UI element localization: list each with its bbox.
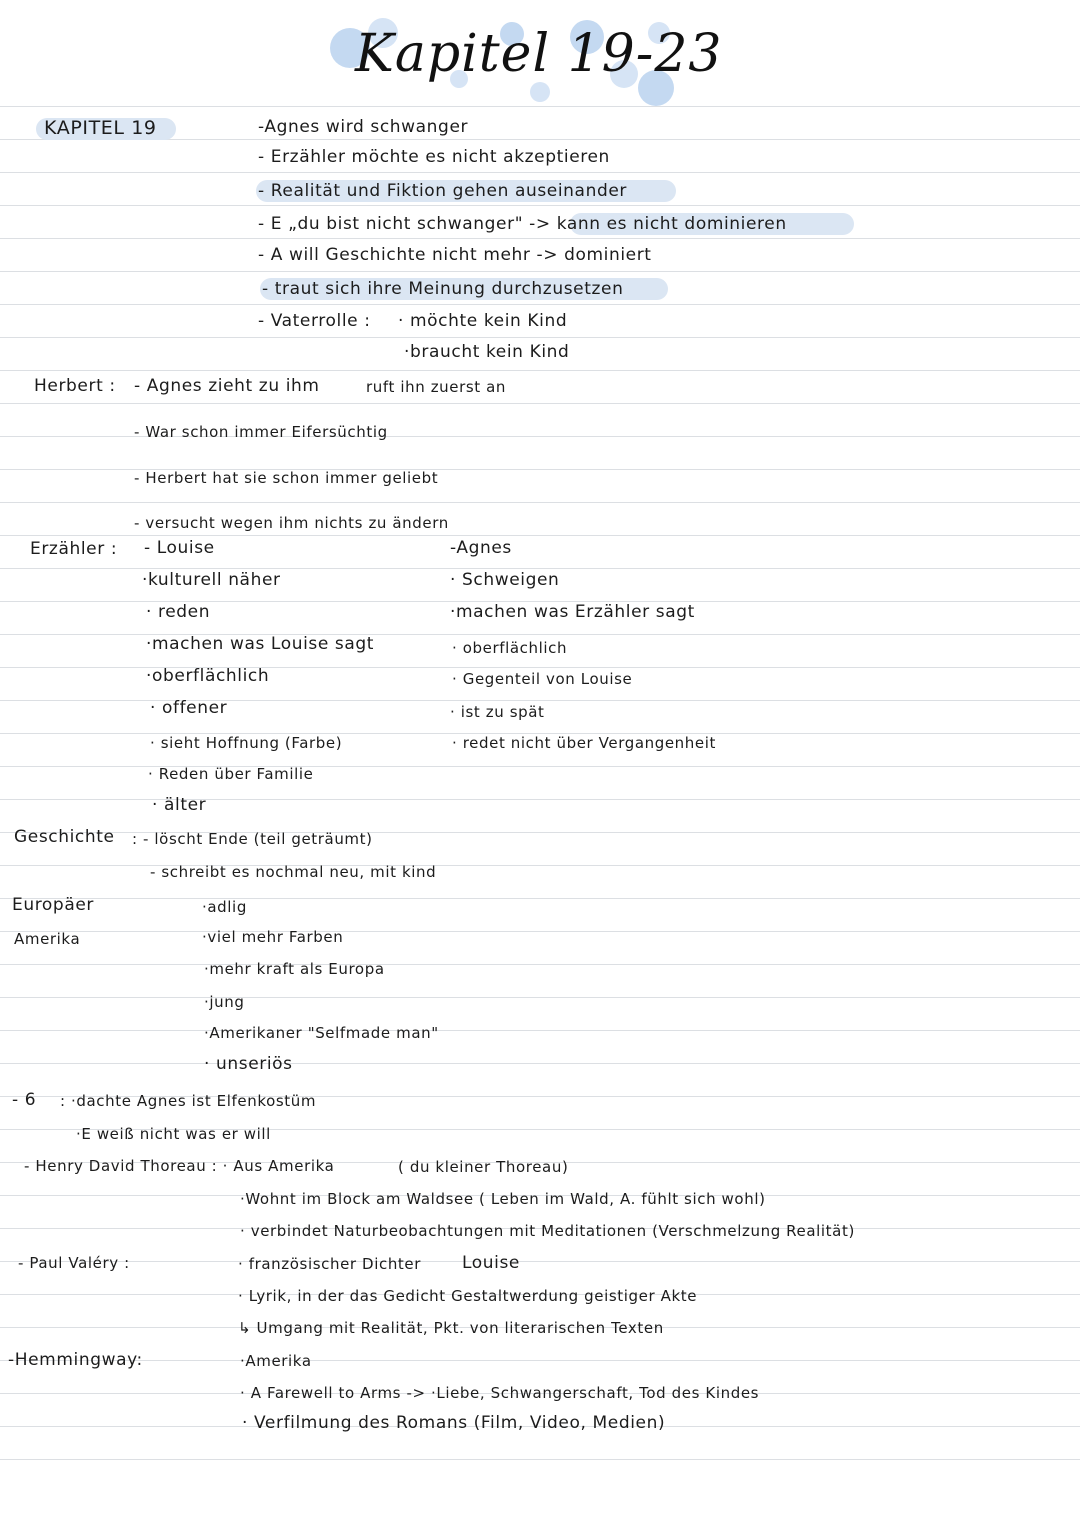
louise-heading: - Louise xyxy=(144,538,215,558)
agnes-item: · ist zu spät xyxy=(450,703,545,721)
kapitel19-line: · möchte kein Kind xyxy=(398,311,568,331)
louise-item: · Reden über Familie xyxy=(148,765,314,783)
hemingway-line: ·Amerika xyxy=(240,1352,312,1370)
louise-item: ·oberflächlich xyxy=(146,666,270,686)
herbert-line: - Agnes zieht zu ihm xyxy=(134,376,320,396)
herbert-line: ruft ihn zuerst an xyxy=(366,378,507,396)
valery-line: · Lyrik, in der das Gedicht Gestaltwerdung geistiger Akte xyxy=(238,1287,698,1305)
agnes-heading: -Agnes xyxy=(450,538,512,558)
ruled-line xyxy=(0,304,1080,305)
geschichte-line: - schreibt es nochmal neu, mit kind xyxy=(150,863,437,881)
ruled-line xyxy=(0,106,1080,107)
amerika-item: ·mehr kraft als Europa xyxy=(204,960,385,978)
bubble-decoration xyxy=(530,82,550,102)
louise-item: · sieht Hoffnung (Farbe) xyxy=(150,734,343,752)
louise-item: ·machen was Louise sagt xyxy=(146,634,375,654)
thoreau-line: ·Wohnt im Block am Waldsee ( Leben im Wald, A. fühlt sich wohl) xyxy=(240,1190,766,1208)
agnes-item: · oberflächlich xyxy=(452,639,568,657)
herbert-line: - Herbert hat sie schon immer geliebt xyxy=(134,469,439,487)
louise-item: ·kulturell näher xyxy=(142,570,281,590)
kapitel19-line: - traut sich ihre Meinung durchzusetzen xyxy=(262,279,624,299)
thoreau-line: · verbindet Naturbeobachtungen mit Meditationen (Verschmelzung Realität) xyxy=(240,1222,855,1240)
agnes-item: · redet nicht über Vergangenheit xyxy=(452,734,716,752)
amerika-item: ·jung xyxy=(204,993,245,1011)
six-line: ·E weiß nicht was er will xyxy=(76,1125,271,1143)
louise-item: · reden xyxy=(146,602,211,622)
hemingway-line: · Verfilmung des Romans (Film, Video, Medien) xyxy=(242,1413,666,1433)
geschichte-line: : - löscht Ende (teil geträumt) xyxy=(132,830,373,848)
page-title: Kapitel 19-23 xyxy=(355,24,723,84)
ruled-line xyxy=(0,1459,1080,1460)
hemingway-label: -Hemmingway: xyxy=(8,1350,143,1370)
ruled-line xyxy=(0,1360,1080,1361)
ruled-line xyxy=(0,997,1080,998)
amerika-label: Amerika xyxy=(14,930,81,948)
amerika-item: · unseriös xyxy=(204,1054,293,1074)
kapitel19-line: -Agnes wird schwanger xyxy=(258,117,469,137)
ruled-line xyxy=(0,1063,1080,1064)
ruled-line xyxy=(0,271,1080,272)
thoreau-note: ( du kleiner Thoreau) xyxy=(398,1158,569,1176)
kapitel19-line: - E „du bist nicht schwanger" -> kann es nicht dominieren xyxy=(258,214,787,234)
ruled-line xyxy=(0,172,1080,173)
ruled-line xyxy=(0,370,1080,371)
hemingway-line: · A Farewell to Arms -> ·Liebe, Schwangerschaft, Tod des Kindes xyxy=(240,1384,760,1402)
kapitel19-line: - Vaterrolle : xyxy=(258,311,371,331)
ruled-line xyxy=(0,1030,1080,1031)
ruled-line xyxy=(0,205,1080,206)
valery-label: - Paul Valéry : xyxy=(18,1254,130,1272)
valery-line: ↳ Umgang mit Realität, Pkt. von literarischen Texten xyxy=(238,1319,664,1337)
louise-item: · älter xyxy=(152,795,207,815)
ruled-line xyxy=(0,535,1080,536)
amerika-item: ·Amerikaner "Selfmade man" xyxy=(204,1024,439,1042)
ruled-line xyxy=(0,964,1080,965)
six-line: : ·dachte Agnes ist Elfenkostüm xyxy=(60,1092,317,1110)
ruled-line xyxy=(0,931,1080,932)
herbert-line: - War schon immer Eifersüchtig xyxy=(134,423,388,441)
kapitel19-line: - Realität und Fiktion gehen auseinander xyxy=(258,181,627,201)
kapitel19-line: - A will Geschichte nicht mehr -> dominiert xyxy=(258,245,652,265)
ruled-line xyxy=(0,568,1080,569)
amerika-item: ·viel mehr Farben xyxy=(202,928,344,946)
ruled-line xyxy=(0,502,1080,503)
amerika-item: ·adlig xyxy=(202,898,247,916)
six-label: - 6 xyxy=(12,1090,37,1110)
valery-line: · französischer Dichter xyxy=(238,1255,421,1273)
europaer-label: Europäer xyxy=(12,895,94,915)
ruled-line xyxy=(0,898,1080,899)
louise-item: · offener xyxy=(150,698,228,718)
agnes-item: ·machen was Erzähler sagt xyxy=(450,602,695,622)
kapitel19-line: ·braucht kein Kind xyxy=(404,342,570,362)
kapitel19-line: - Erzähler möchte es nicht akzeptieren xyxy=(258,147,610,167)
geschichte-label: Geschichte xyxy=(14,827,115,847)
kapitel19-heading: KAPITEL 19 xyxy=(44,117,157,139)
agnes-item: · Gegenteil von Louise xyxy=(452,670,633,688)
thoreau-label: - Henry David Thoreau : · Aus Amerika xyxy=(24,1157,335,1175)
ruled-line xyxy=(0,403,1080,404)
ruled-line xyxy=(0,238,1080,239)
valery-line: Louise xyxy=(462,1253,520,1273)
agnes-item: · Schweigen xyxy=(450,570,560,590)
herbert-label: Herbert : xyxy=(34,376,116,396)
ruled-line xyxy=(0,337,1080,338)
ruled-line xyxy=(0,1261,1080,1262)
herbert-line: - versucht wegen ihm nichts zu ändern xyxy=(134,514,449,532)
erzaehler-label: Erzähler : xyxy=(30,539,118,559)
